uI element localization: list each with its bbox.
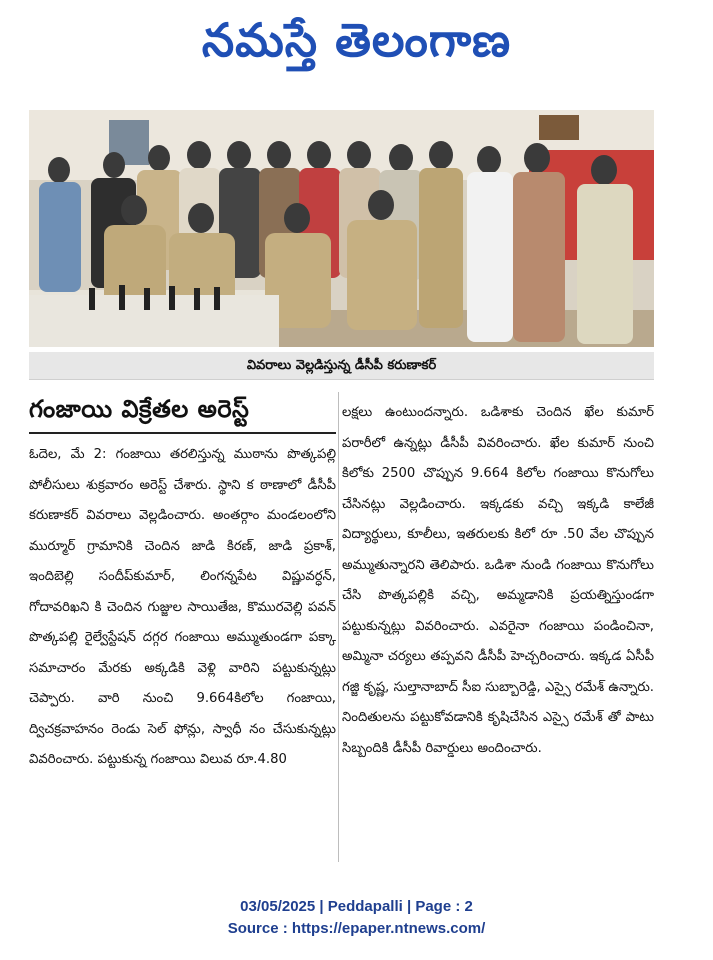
- column-divider: [338, 392, 339, 862]
- news-photo: [29, 110, 654, 347]
- footer-source: Source : https://epaper.ntnews.com/: [227, 920, 486, 937]
- article-headline: గంజాయి విక్రేతల అరెస్ట్: [29, 388, 336, 434]
- article-body-right: లక్షలు ఉంటుందన్నారు. ఒడిశాకు చెందిన ఖేల కుమార్ పరారీలో ఉన్నట్లు డీసీపీ వివరించారు. ఖేల కుమార్ నుంచి కిలోకు 2500 చొప్పున 9.664 కిలోల గంజాయి కొనుగోలు చేసినట్లు వెల్లడించారు. ఇక్కడకు వచ్చి ఇక్కడి కాలేజీ విద్యార్థులు, కూలీలు, ఇతరులకు కిలో రూ .50 వేల చొప్పున అమ్ముతున్నారని తెలిపారు. ఒడిశా నుండి గంజాయి కొనుగోలు చేసి పొత్కపల్లికి వచ్చి, అమ్మడానికి ప్రయత్నిస్తుండగా పట్టుకున్నట్లు వివరించారు. ఎవరైనా గంజాయి పండించినా, అమ్మినా చర్యలు తప్పవని డీసీపీ హెచ్చరించారు. ఇక్కడ ఏసీపీ గజ్జి కృష్ణ, సుల్తానాబాద్ సీఐ సుబ్బారెడ్డి, ఎస్సై రమేశ్ ఉన్నారు. నిందితులను పట్టుకోవడానికి కృషిచేసిన ఎస్సై రమేశ్ తో పాటు సిబ్బందికి డీసీపీ రివార్డులు అందించారు.: [342, 405, 654, 756]
- article-right-column: [342, 398, 654, 764]
- masthead-title: నమస్తే తెలంగాణ: [201, 13, 512, 67]
- news-photo-illustration: [29, 110, 654, 347]
- newspaper-masthead: [0, 8, 713, 72]
- footer-date-edition: 03/05/2025 | Peddapalli | Page : 2: [240, 898, 473, 915]
- photo-caption: [29, 352, 654, 380]
- article-body-left: ఓదెల, మే 2: గంజాయి తరలిస్తున్న ముఠాను పొత్కపల్లి పోలీసులు శుక్రవారం అరెస్ట్ చేశారు. స్థాని క ఠాణాలో డీసీపీ కరుణాకర్ వివరాలు వెల్లడించారు. అంతర్గాం మండలంలోని ముర్మూర్ గ్రామానికి చెందిన జాడి కిరణ్, జాడి ప్రకాశ్, ఇందిబెల్లి సందీప్‌కుమార్, లింగన్నపేట విష్ణువర్ధన్, గోదావరిఖని కి చెందిన గుజ్జుల సాయితేజ, కొమురవెల్లి పవన్ పొత్కపల్లి రైల్వేస్టేషన్ దగ్గర గంజాయి అమ్ముతుండగా పక్కా సమాచారం మేరకు అక్కడికి వెళ్లి వారిని పట్టుకున్నట్లు చెప్పారు. వారి నుంచి 9.664కిలోల గంజాయి, ద్విచక్రవాహనం రెండు సెల్ ఫోన్లు, స్వాధీ నం చేసుకున్నట్లు వివరించారు. పట్టుకున్న గంజాయి విలువ రూ.4.80: [29, 447, 336, 767]
- photo-caption-text: వివరాలు వెల్లడిస్తున్న డీసీపీ కరుణాకర్: [246, 358, 437, 373]
- article-left-column: [29, 388, 336, 776]
